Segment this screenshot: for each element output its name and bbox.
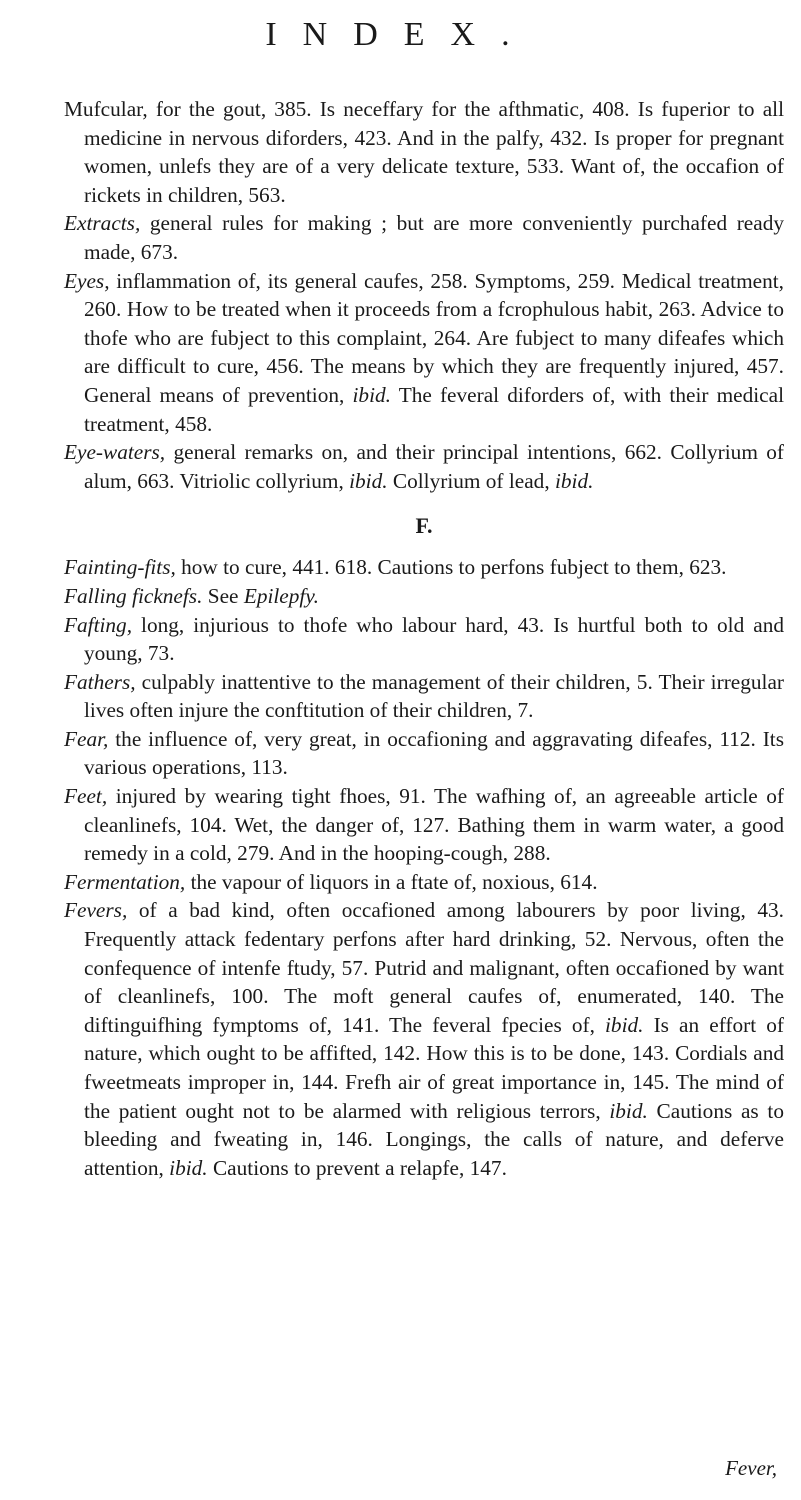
index-entry [64, 267, 784, 439]
entry-headword: Fermentation, [64, 869, 186, 894]
entry-headword: Fevers, [64, 898, 128, 923]
index-entry [64, 438, 784, 495]
index-entry [64, 668, 784, 725]
entry-text: See Epilepfy. [202, 583, 319, 608]
entry-headword: Eyes, [64, 268, 110, 293]
index-entry [64, 611, 784, 668]
index-entries [64, 95, 784, 1182]
entry-text: long, injurious to thofe who labour hard, 43. Is hurtful both to old and young, 73. [84, 612, 784, 666]
entry-text: general remarks on, and their principal intentions, 662. Collyrium of alum, 663. Vitriolic collyrium, ibid. Collyrium of lead, ibid. [84, 440, 784, 493]
entry-text: injured by wearing tight fhoes, 91. The wafhing of, an agreeable article of cleanlinefs, 104. Wet, the danger of, 127. Bathing them in warm water, a good remedy in a cold, 279. And in the hooping-cough, 288. [84, 784, 784, 866]
index-entry [64, 782, 784, 868]
entry-text: general rules for making ; but are more conveniently purchafed ready made, 673. [84, 211, 784, 264]
entry-headword: Feet, [64, 784, 108, 809]
entry-headword: Extracts, [64, 211, 141, 236]
index-entry [64, 896, 784, 1182]
index-entry [64, 725, 784, 782]
entry-text: of a bad kind, often occafioned among labourers by poor living, 43. Frequently attack fedentary perfons after hard drinking, 52. Nervous, often the confequence of intenfe ftudy, 57. Putrid and malignant, often occafioned by want of cleanlinefs, 100. The moft general caufes of, enumerated, 140. The diftinguifhing fymptoms of, 141. The feveral fpecies of, ibid. Is an effort of nature, which ought to be affifted, 142. How this is to be done, 143. Cordials and fweetmeats improper in, 144. Frefh air of great importance in, 145. The mind of the patient ought not to be alarmed with religious terrors, ibid. Cautions as to bleeding and fweating in, 146. Longings, the calls of nature, and deferve attention, ibid. Cautions to prevent a relapfe, 147. [84, 898, 784, 1180]
index-entry [64, 582, 784, 611]
entry-headword: Eye-waters, [64, 440, 166, 465]
catchword: Fever, [725, 1456, 777, 1480]
entry-text: inflammation of, its general caufes, 258. Symptoms, 259. Medical treatment, 260. How to be treated when it proceeds from a fcrophulous habit, 263. Advice to thofe who are fubject to this complaint, 264. Are fubject to many difeafes which are difficult to cure, 456. The means by which they are frequently injured, 457. General means of prevention, ibid. The feveral diforders of, with their medical treatment, 458. [84, 268, 784, 436]
index-entry [64, 209, 784, 266]
index-group-e [64, 95, 784, 495]
entry-headword: Fathers, [64, 669, 136, 694]
index-entry [64, 868, 784, 897]
index-entry [64, 95, 784, 209]
page-header: INDEX. [265, 16, 536, 53]
index-group-f [64, 553, 784, 1182]
entry-text: Mufcular, for the gout, 385. Is neceffary for the afthmatic, 408. Is fuperior to all medicine in nervous diforders, 423. And in the palfy, 432. Is proper for pregnant women, unlefs they are of a very delicate texture, 533. Want of, the occafion of rickets in children, 563. [64, 97, 784, 207]
entry-text: the vapour of liquors in a ftate of, noxious, 614. [185, 869, 598, 894]
entry-text: how to cure, 441. 618. Cautions to perfons fubject to them, 623. [175, 555, 727, 580]
section-letter-f: F. [415, 513, 433, 539]
index-entry [64, 553, 784, 582]
entry-text: the influence of, very great, in occafioning and aggravating difeafes, 112. Its various operations, 113. [84, 726, 784, 780]
entry-headword: Fear, [64, 726, 109, 751]
entry-headword: Fafting, [64, 612, 133, 637]
entry-text: culpably inattentive to the management of their children, 5. Their irregular lives often injure the conftitution of their children, 7. [84, 669, 784, 723]
entry-headword: Fainting-fits, [64, 555, 176, 580]
entry-headword: Falling ficknefs. [64, 583, 203, 608]
